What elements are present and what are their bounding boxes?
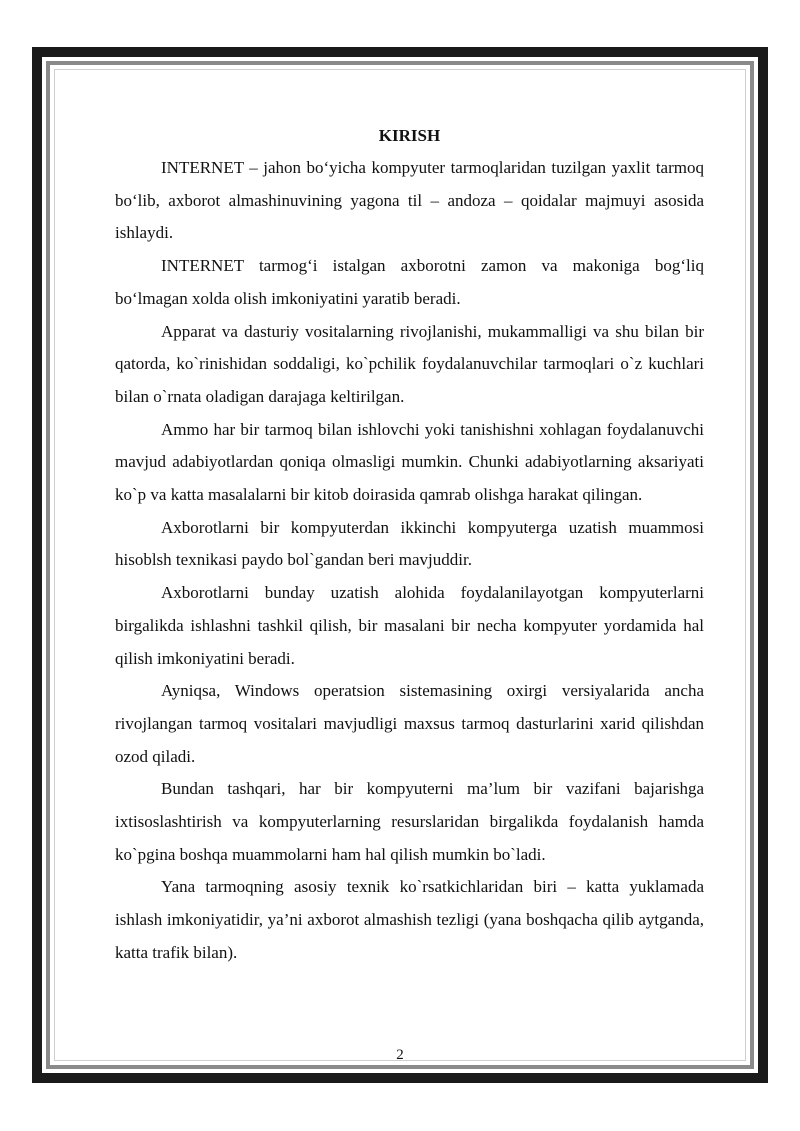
paragraph-3: Apparat va dasturiy vositalarning rivojlanishi, mukammalligi va shu bilan bir qatorda, ko`rinishidan soddaligi, ko`pchilik foydalanuvchilar tarmoqlari o`z kuchlari bilan o`rnata oladigan darajaga keltirilgan. [115,321,704,406]
section-title: KIRISH [378,126,441,145]
paragraph-6: Axborotlarni bunday uzatish alohida foydalanilayotgan kompyuterlarni birgalikda ishlashni tashkil qilish, bir masalani bir necha kompyuter yordamida hal qilish imkoniyatini beradi. [115,583,704,668]
paragraph-5: Axborotlarni bir kompyuterdan ikkinchi kompyuterga uzatish muammosi hisoblsh texnikasi paydo bol`gandan beri mavjuddir. [115,517,704,570]
paragraph-9: Yana tarmoqning asosiy texnik ko`rsatkichlaridan biri – katta yuklamada ishlash imkoniyatidir, ya’ni axborot almashish tezligi (yana boshqacha qilib aytganda, katta trafik bilan). [115,877,704,962]
paragraph-4: Ammo har bir tarmoq bilan ishlovchi yoki tanishishni xohlagan foydalanuvchi mavjud adabiyotlardan qoniqa olmasligi mumkin. Chunki adabiyotlarning aksariyati ko`p va katta masalalarni bir kitob doirasida qamrab olishga harakat qilingan. [115,419,704,505]
paragraph-2: INTERNET tarmog‘i istalgan axborotni zamon va makoniga bog‘liq bo‘lmagan xolda olish imkoniyatini yaratib beradi. [115,256,704,308]
paragraph-1: INTERNET – jahon bo‘yicha kompyuter tarmoqlaridan tuzilgan yaxlit tarmoq bo‘lib, axborot almashinuvining yagona til – andoza – qoidalar majmuyi asosida ishlaydi. [115,158,704,243]
paragraph-8: Bundan tashqari, har bir kompyuterni ma’lum bir vazifani bajarishga ixtisoslashtirish va kompyuterlarning resurslaridan birgalikda foydalanish hamda ko`pgina boshqa muammolarni ham hal qilish mumkin bo`ladi. [115,779,704,864]
document-body [115,121,704,970]
page-number: 2 [396,1047,404,1063]
paragraph-7: Ayniqsa, Windows operatsion sistemasining oxirgi versiyalarida ancha rivojlangan tarmoq vositalari mavjudligi maxsus tarmoq dasturlarini xarid qilishdan ozod qiladi. [115,681,704,766]
